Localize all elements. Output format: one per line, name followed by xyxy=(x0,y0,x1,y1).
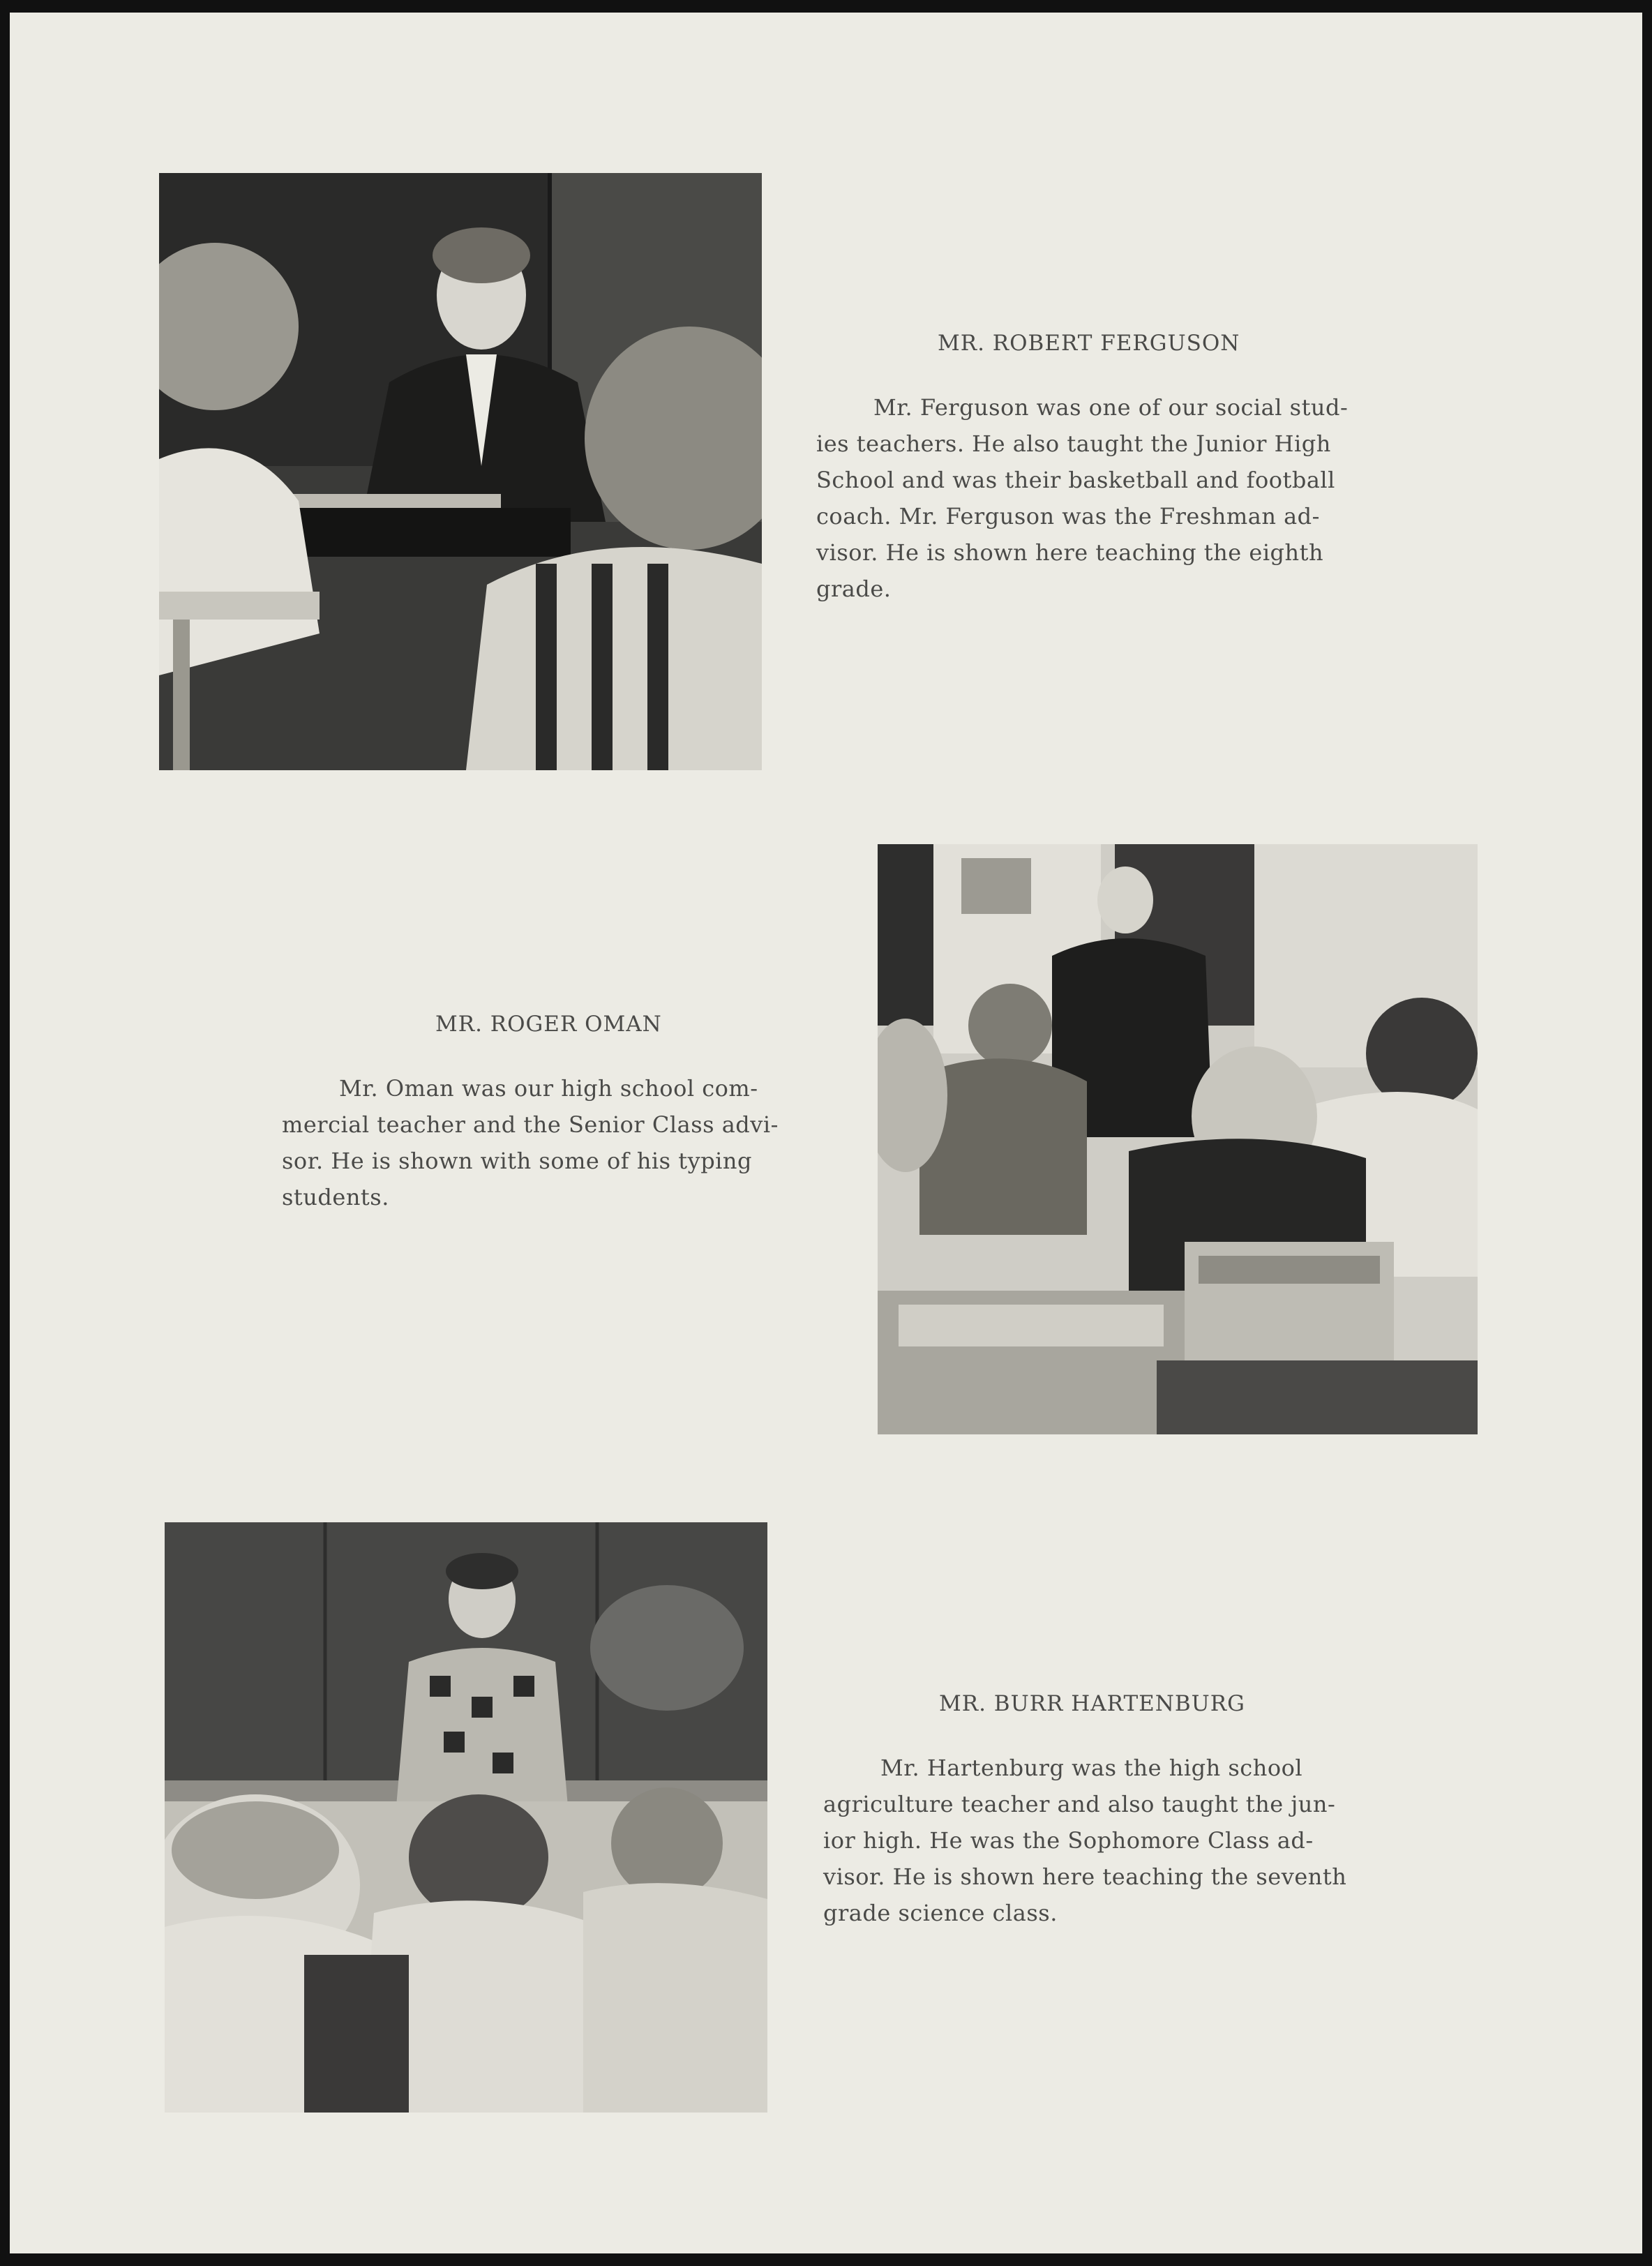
oman-typing-class-photo xyxy=(878,844,1478,1434)
oman-text-line: mercial teacher and the Senior Class advi- xyxy=(282,1111,779,1138)
oman-text-line: sor. He is shown with some of his typing xyxy=(282,1148,752,1174)
ferguson-text-line: grade. xyxy=(816,576,892,602)
hartenburg-text-line: ior high. He was the Sophomore Class ad- xyxy=(823,1827,1314,1854)
ferguson-name-heading: MR. ROBERT FERGUSON xyxy=(938,331,1240,356)
ferguson-text-line: visor. He is shown here teaching the eighth xyxy=(816,539,1324,566)
oman-caption xyxy=(282,1006,854,1215)
yearbook-page xyxy=(10,13,1642,2253)
hartenburg-text-line: visor. He is shown here teaching the seventh xyxy=(823,1863,1347,1890)
hartenburg-science-class-photo xyxy=(165,1522,767,2113)
oman-name-heading: MR. ROGER OMAN xyxy=(435,1012,662,1037)
hartenburg-name-heading: MR. BURR HARTENBURG xyxy=(939,1691,1245,1716)
oman-text-line: students. xyxy=(282,1184,389,1210)
ferguson-text-line: coach. Mr. Ferguson was the Freshman ad- xyxy=(816,503,1320,530)
hartenburg-text-line: Mr. Hartenburg was the high school xyxy=(880,1755,1303,1781)
ferguson-text-line: Mr. Ferguson was one of our social stud- xyxy=(873,394,1349,421)
hartenburg-text-line: agriculture teacher and also taught the jun- xyxy=(823,1791,1336,1817)
hartenburg-text-line: grade science class. xyxy=(823,1900,1058,1926)
hartenburg-caption xyxy=(823,1686,1451,1931)
ferguson-text-line: ies teachers. He also taught the Junior High xyxy=(816,430,1331,457)
ferguson-text-line: School and was their basketball and football xyxy=(816,467,1335,493)
ferguson-classroom-photo xyxy=(159,173,762,770)
ferguson-caption xyxy=(816,325,1444,607)
oman-text-line: Mr. Oman was our high school com- xyxy=(339,1075,758,1102)
